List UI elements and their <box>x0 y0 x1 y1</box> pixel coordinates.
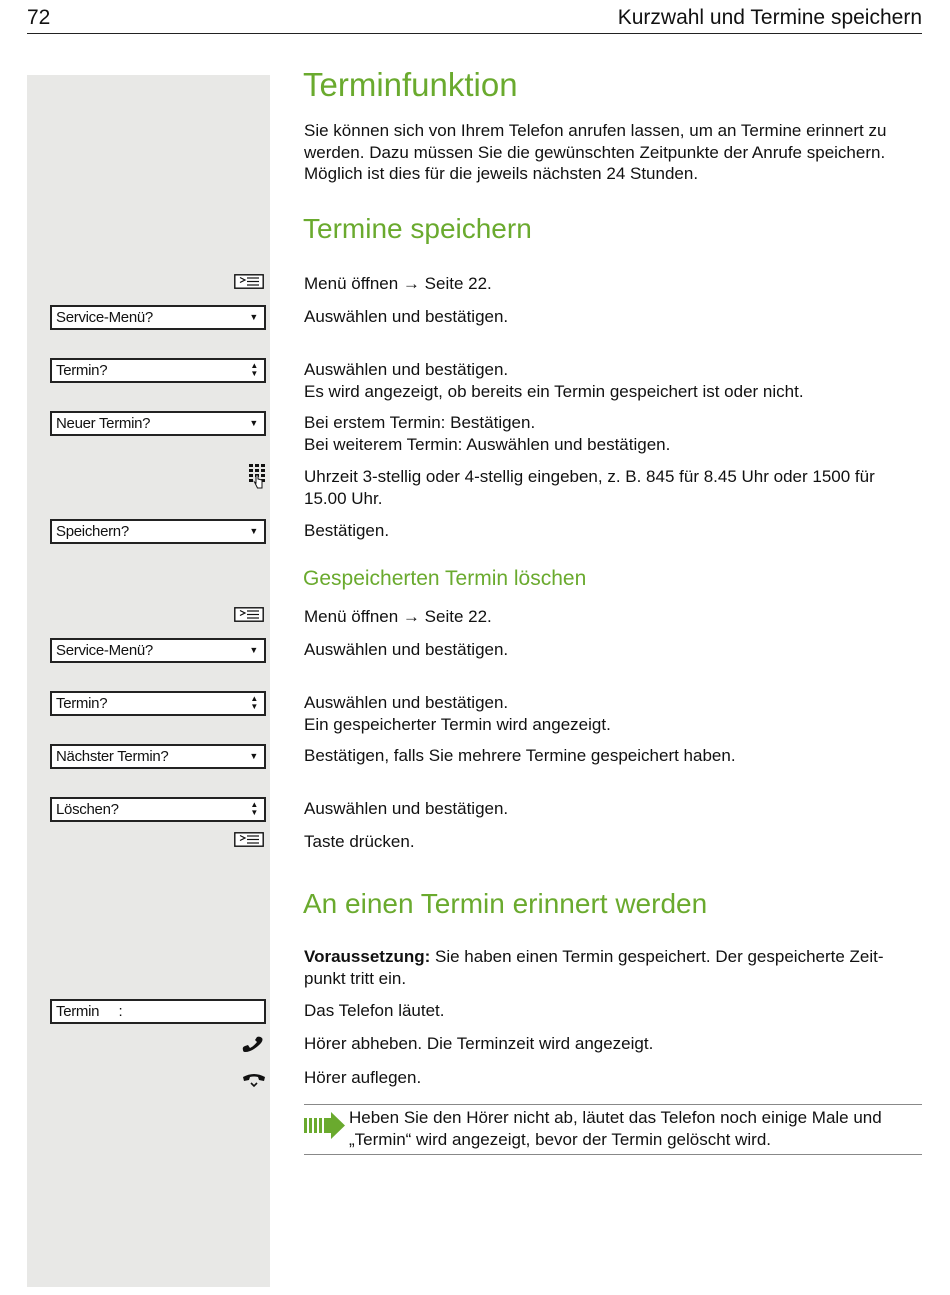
step-menu-open: Menü öffnen → Seite 22. <box>304 274 492 293</box>
display-label: Termin? <box>56 362 108 379</box>
display-termin[interactable] <box>50 358 266 383</box>
up-down-icon: ▲ ▼ <box>250 800 258 817</box>
step-select: Auswählen und bestätigen. <box>304 640 509 659</box>
step-line: Bei weiterem Termin: Auswählen und bestätigen. <box>304 434 671 454</box>
keypad-icon <box>248 463 266 489</box>
step-taste: Taste drücken. <box>304 832 415 851</box>
prerequisite-text: Sie haben einen Termin gespeichert. Der gespeicherte Zeit-punkt tritt ein. <box>304 947 884 988</box>
display-loeschen[interactable] <box>50 797 266 822</box>
note-rule-bottom <box>304 1154 922 1155</box>
step-laeutet: Das Telefon läutet. <box>304 1001 445 1020</box>
heading-terminfunktion: Terminfunktion <box>303 66 518 103</box>
heading-termine-speichern: Termine speichern <box>303 213 532 244</box>
chevron-down-icon: ▼ <box>249 645 258 655</box>
menu-key-icon <box>234 274 264 289</box>
prerequisite-label: Voraussetzung: <box>304 947 431 966</box>
step-loeschen: Auswählen und bestätigen. <box>304 799 509 818</box>
step-auflegen: Hörer auflegen. <box>304 1068 422 1087</box>
intro-text: Sie können sich von Ihrem Telefon anrufen lassen, um an Termine erinnert zu werden. Dazu müssen Sie die gewünschten Zeitpunkte der Anrufe speichern. Möglich ist dies für die jeweils nächsten 24 Stunden. <box>304 121 887 183</box>
display-service-menu[interactable] <box>50 305 266 330</box>
prerequisite <box>304 946 916 989</box>
display-label: Termin? <box>56 695 108 712</box>
step-neuer-termin <box>304 412 924 455</box>
step-select: Auswählen und bestätigen. <box>304 307 509 326</box>
step-abheben: Hörer abheben. Die Terminzeit wird angezeigt. <box>304 1034 654 1053</box>
step-line: Auswählen und bestätigen. <box>304 360 509 379</box>
display-speichern[interactable] <box>50 519 266 544</box>
step-line: Auswählen und bestätigen. <box>304 693 509 712</box>
step-uhrzeit: Uhrzeit 3-stellig oder 4-stellig eingeben, z. B. 845 für 8.45 Uhr oder 1500 für 15.00 Uhr. <box>304 467 875 508</box>
chapter-title: Kurzwahl und Termine speichern <box>617 6 922 29</box>
chevron-down-icon: ▼ <box>249 418 258 428</box>
display-naechster-termin[interactable] <box>50 744 266 769</box>
header-rule <box>27 33 922 34</box>
heading-termin-loeschen: Gespeicherten Termin löschen <box>303 567 587 590</box>
display-label: Nächster Termin? <box>56 748 169 765</box>
note-text: Heben Sie den Hörer nicht ab, läutet das Telefon noch einige Male und „Termin“ wird angezeigt, bevor der Termin gelöscht wird. <box>349 1108 882 1149</box>
handset-hangup-icon <box>240 1071 268 1089</box>
note-rule-top <box>304 1104 922 1105</box>
menu-key-icon <box>234 607 264 622</box>
up-down-icon: ▲ ▼ <box>250 694 258 711</box>
display-label: Termin : <box>56 1003 123 1020</box>
display-label: Neuer Termin? <box>56 415 151 432</box>
step-line: Ein gespeicherter Termin wird angezeigt. <box>304 714 611 734</box>
display-label: Service-Menü? <box>56 309 153 326</box>
step-select-termin <box>304 359 924 402</box>
step-menu-open: Menü öffnen → Seite 22. <box>304 607 492 626</box>
display-service-menu[interactable] <box>50 638 266 663</box>
display-neuer-termin[interactable] <box>50 411 266 436</box>
up-down-icon: ▲ ▼ <box>250 361 258 378</box>
step-line: Es wird angezeigt, ob bereits ein Termin gespeichert ist oder nicht. <box>304 381 804 401</box>
step-naechster: Bestätigen, falls Sie mehrere Termine gespeichert haben. <box>304 746 736 765</box>
step-select-termin <box>304 692 924 735</box>
heading-erinnert: An einen Termin erinnert werden <box>303 888 708 919</box>
display-termin[interactable] <box>50 691 266 716</box>
handset-lift-icon <box>240 1035 268 1053</box>
page-number: 72 <box>27 6 51 29</box>
step-bestaetigen: Bestätigen. <box>304 521 390 540</box>
chevron-down-icon: ▼ <box>249 751 258 761</box>
display-termin-time <box>50 999 266 1024</box>
display-label: Löschen? <box>56 801 119 818</box>
chevron-down-icon: ▼ <box>249 312 258 322</box>
note-arrow-icon <box>304 1112 345 1139</box>
chevron-down-icon: ▼ <box>249 526 258 536</box>
menu-key-icon <box>234 832 264 847</box>
display-label: Service-Menü? <box>56 642 153 659</box>
sidebar-column <box>27 75 270 1287</box>
step-line: Bei erstem Termin: Bestätigen. <box>304 413 536 432</box>
display-label: Speichern? <box>56 523 129 540</box>
